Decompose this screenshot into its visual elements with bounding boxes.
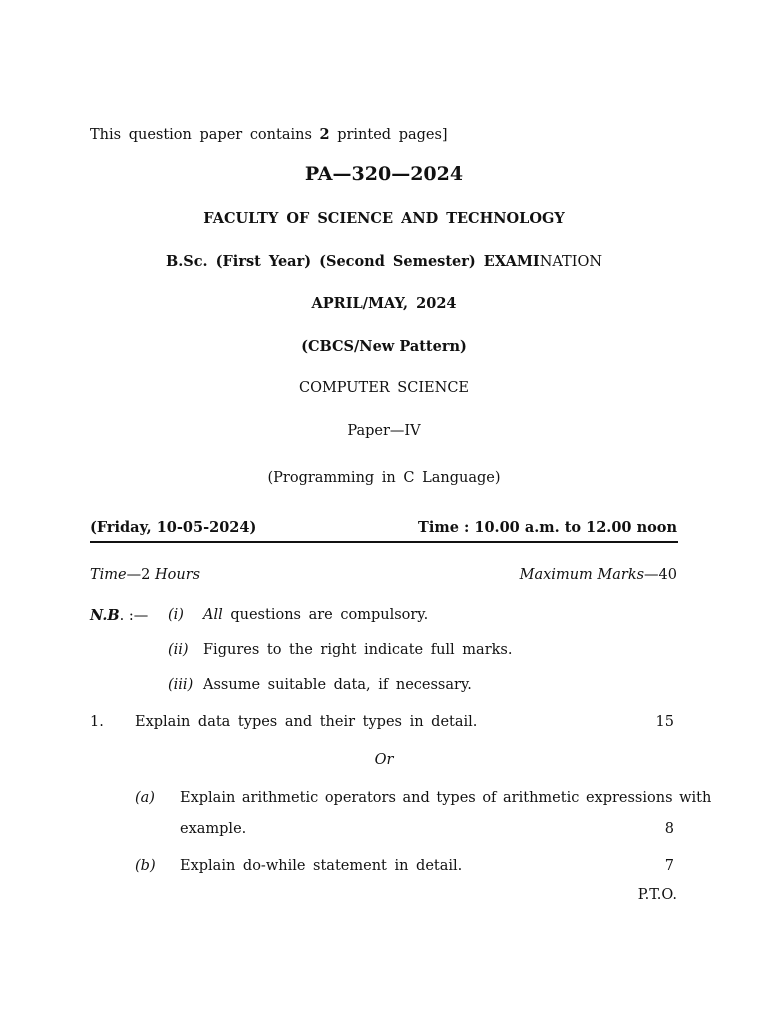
instruction-number: (i) [168,607,184,623]
exam-pattern: (CBCS/New Pattern) [301,338,467,355]
marks-label: Maximum Marks [519,567,645,583]
faculty-title: FACULTY OF SCIENCE AND TECHNOLOGY [203,210,565,227]
exam-day-date: (Friday, 10-05-2024) [90,519,257,536]
duration [90,567,200,583]
exam-time: Time : 10.00 a.m. to 12.00 noon [418,519,677,536]
subpart-label: (b) [135,858,156,874]
instruction-text [203,607,428,623]
duration-unit: Hours [154,567,201,583]
question-marks: 15 [655,714,674,730]
paper-code: PA—320—2024 [304,163,464,185]
instruction-number: (ii) [168,642,189,658]
nb-label-text: N.B [90,607,120,624]
paper-number: Paper—IV [347,423,421,439]
please-turn-over: P.T.O. [637,887,677,903]
instruction-text: Figures to the right indicate full marks. [203,642,513,658]
question-text: Explain data types and their types in detail. [135,714,478,730]
question-number: 1. [90,714,104,730]
page-count-suffix: printed pages] [329,127,448,143]
or-separator: Or [374,752,394,768]
subpart-marks: 8 [664,821,674,837]
subpart-text: Explain arithmetic operators and types of arithmetic expressions with [180,790,712,806]
subject-title: COMPUTER SCIENCE [298,380,470,396]
subpart-label: (a) [135,790,155,806]
exam-title-end: NATION [539,254,603,270]
instruction-number: (iii) [168,677,194,693]
nb-label [90,607,148,624]
duration-value: —2 [126,567,155,583]
exam-session: APRIL/MAY, 2024 [311,295,457,312]
instruction-lead: All [203,607,223,623]
subpart-text-continued: example. [180,821,247,837]
duration-label: Time [90,567,127,583]
page-count-number: 2 [319,126,330,143]
subpart-marks: 7 [664,858,674,874]
marks-value: —40 [644,567,677,583]
header-divider [90,541,678,543]
subpart-text: Explain do-while statement in detail. [180,858,463,874]
maximum-marks [520,567,677,583]
exam-title [0,253,768,270]
nb-label-suffix: . :— [119,608,149,624]
instruction-text: Assume suitable data, if necessary. [203,677,472,693]
instruction-body: questions are compulsory. [222,607,429,623]
page-count-line [90,126,448,143]
page-count-text: This question paper contains [90,127,320,143]
paper-title: (Programming in C Language) [267,470,501,486]
exam-title-main: B.Sc. (First Year) (Second Semester) EXAMI [165,253,540,270]
